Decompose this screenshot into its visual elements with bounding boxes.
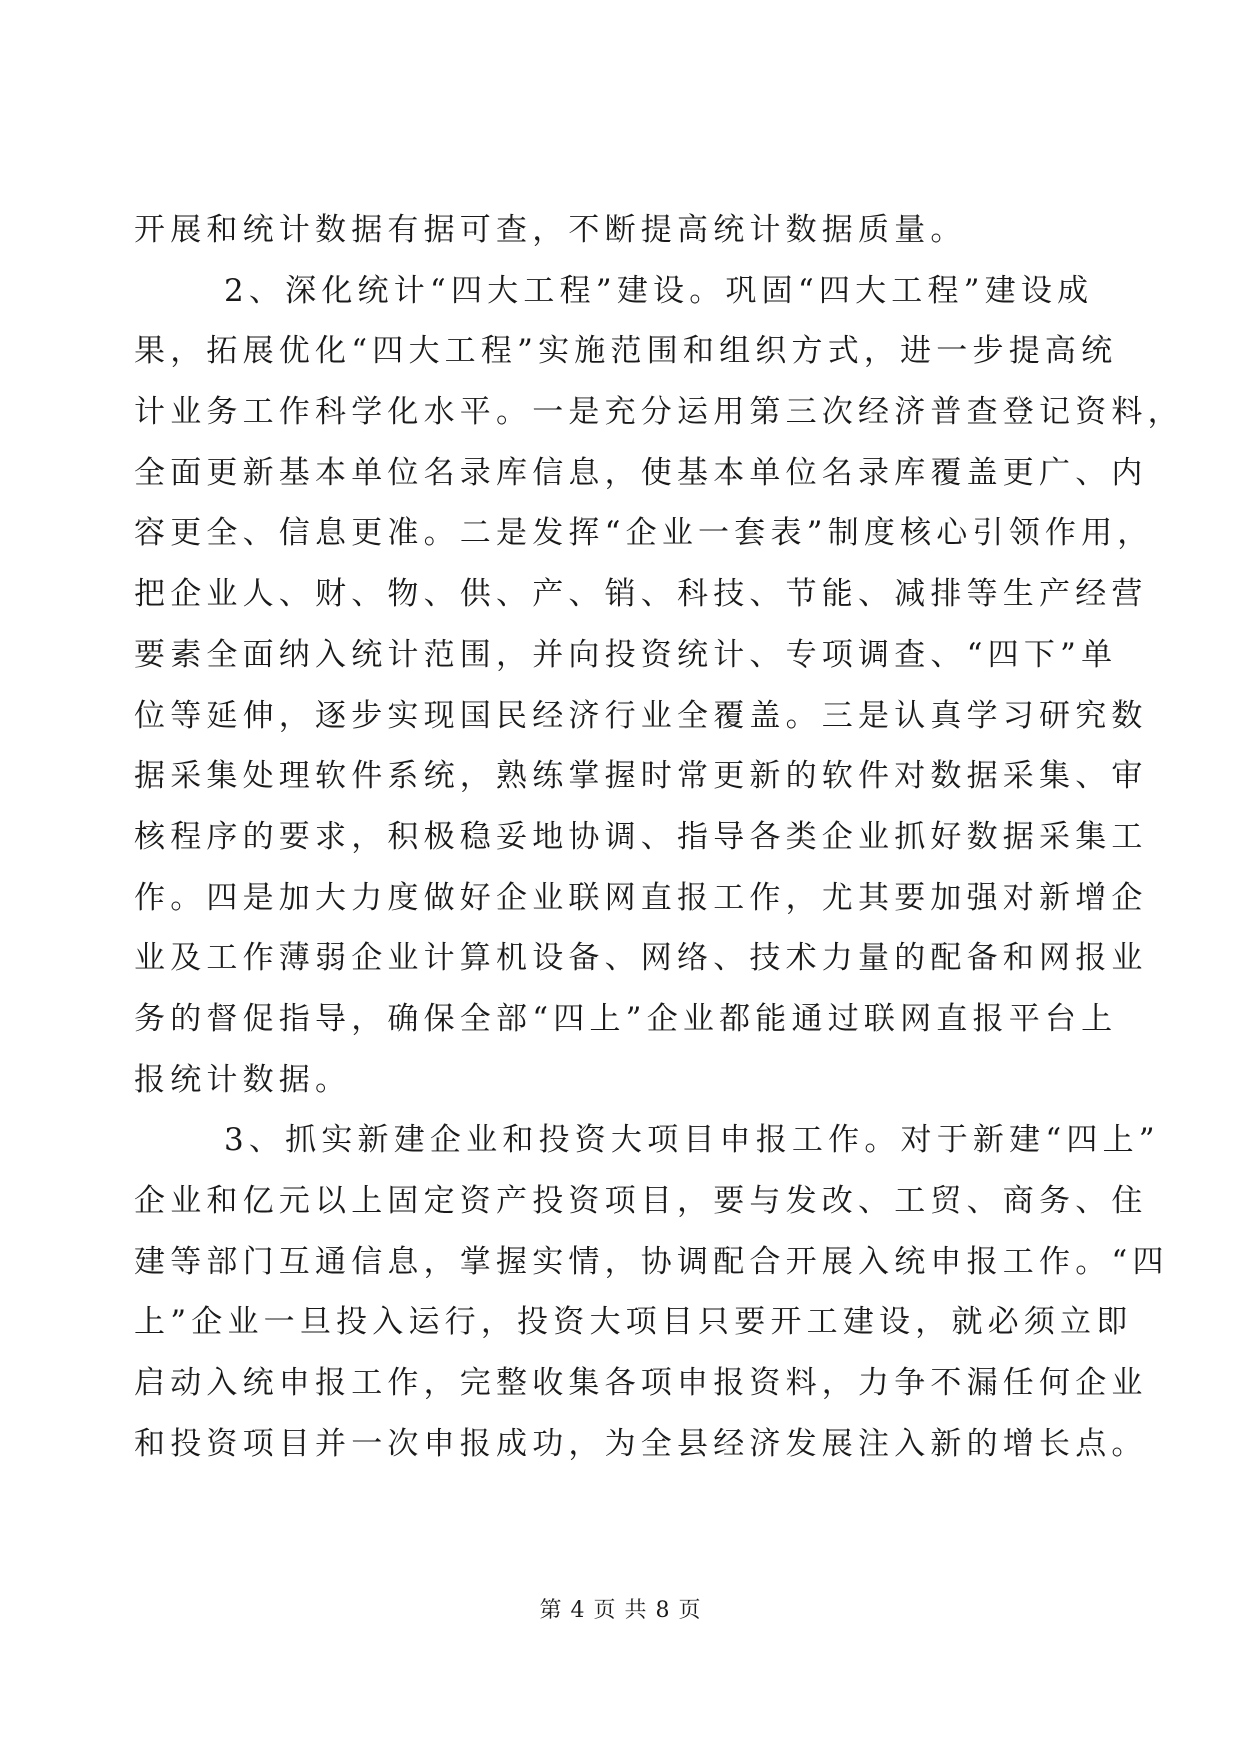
text-line: 核程序的要求，积极稳妥地协调、指导各类企业抓好数据采集工: [134, 818, 1148, 855]
text-line: 作。四是加大力度做好企业联网直报工作，尤其要加强对新增企: [134, 879, 1148, 916]
text-line: 据采集处理软件系统，熟练掌握时常更新的软件对数据采集、审: [134, 758, 1148, 795]
paragraph-heading-3: 3、抓实新建企业和投资大项目申报工作。对于新建“四上”: [224, 1122, 1160, 1159]
text-line: 容更全、信息更准。二是发挥“企业一套表”制度核心引领作用，: [134, 515, 1154, 552]
paragraph-heading-2: 2、深化统计“四大工程”建设。巩固“四大工程”建设成: [224, 272, 1094, 309]
text-line: 把企业人、财、物、供、产、销、科技、节能、减排等生产经营: [134, 576, 1148, 613]
text-line: 业及工作薄弱企业计算机设备、网络、技术力量的配备和网报业: [134, 940, 1148, 977]
text-line: 要素全面纳入统计范围，并向投资统计、专项调查、“四下”单: [134, 636, 1118, 673]
text-line: 果，拓展优化“四大工程”实施范围和组织方式，进一步提高统: [134, 333, 1118, 370]
document-body: [134, 200, 1184, 1474]
text-line: 计业务工作科学化水平。一是充分运用第三次经济普查登记资料，: [134, 394, 1184, 431]
text-line: 启动入统申报工作，完整收集各项申报资料，力争不漏任何企业: [134, 1365, 1148, 1402]
page-number-footer: 第 4 页 共 8 页: [539, 1598, 702, 1623]
text-line: 全面更新基本单位名录库信息，使基本单位名录库覆盖更广、内: [134, 454, 1148, 491]
text-line: 报统计数据。: [134, 1061, 352, 1098]
text-line: 务的督促指导，确保全部“四上”企业都能通过联网直报平台上: [134, 1000, 1118, 1037]
text-line: 上”企业一旦投入运行，投资大项目只要开工建设，就必须立即: [134, 1304, 1133, 1341]
text-line: 位等延伸，逐步实现国民经济行业全覆盖。三是认真学习研究数: [134, 697, 1148, 734]
text-line: 和投资项目并一次申报成功，为全县经济发展注入新的增长点。: [134, 1425, 1148, 1462]
text-line: 开展和统计数据有据可查，不断提高统计数据质量。: [134, 212, 967, 248]
text-line: 建等部门互通信息，掌握实情，协调配合开展入统申报工作。“四: [134, 1243, 1169, 1280]
text-line: 企业和亿元以上固定资产投资项目，要与发改、工贸、商务、住: [134, 1183, 1148, 1219]
